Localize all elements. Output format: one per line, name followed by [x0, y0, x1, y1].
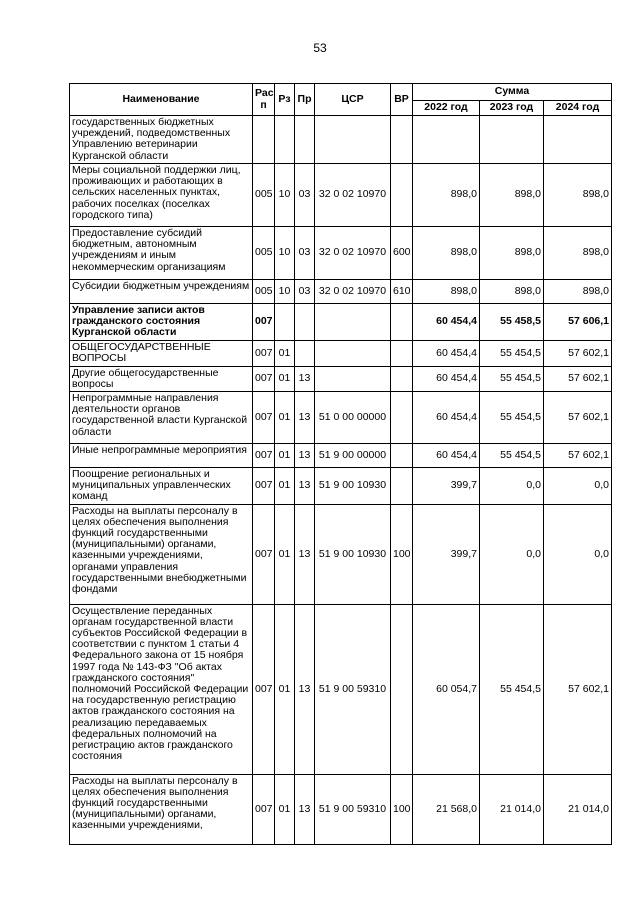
row-name: Поощрение региональных и муниципальных управленческих команд [70, 468, 253, 505]
table-row [70, 227, 612, 280]
row-vr [391, 468, 413, 505]
page-number: 53 [313, 41, 327, 55]
row-rz: 01 [275, 444, 295, 468]
row-name: Осуществление переданных органам государственной власти субъектов Российской Федерации в соответствии с пунктом 1 статьи 4 Федерального закона от 15 ноября 1997 года № 143-ФЗ "Об актах гражданского состояния" полномочий Российской Федерации на государственную регистрацию актов гражданского состояния на реализацию передаваемых федеральных полномочий на регистрацию актов гражданского состояния [70, 604, 253, 774]
table-row [70, 340, 612, 366]
table-body [70, 116, 612, 845]
row-amount-2023: 898,0 [480, 227, 544, 280]
row-name: Другие общегосударственные вопросы [70, 366, 253, 391]
row-csr [315, 340, 391, 366]
header-sum: Сумма [413, 84, 612, 101]
row-amount-2024 [544, 116, 612, 164]
row-amount-2022: 399,7 [413, 504, 480, 604]
row-rasp: 007 [253, 774, 275, 844]
row-rasp: 007 [253, 366, 275, 391]
row-rasp [253, 116, 275, 164]
row-pr [295, 116, 315, 164]
row-vr [391, 366, 413, 391]
row-amount-2022: 399,7 [413, 468, 480, 505]
row-amount-2022: 60 454,4 [413, 366, 480, 391]
row-rz: 01 [275, 504, 295, 604]
row-pr: 03 [295, 227, 315, 280]
row-vr [391, 304, 413, 341]
row-pr: 13 [295, 468, 315, 505]
row-rz: 01 [275, 604, 295, 774]
row-amount-2022: 898,0 [413, 280, 480, 304]
row-pr: 13 [295, 444, 315, 468]
row-pr: 13 [295, 774, 315, 844]
row-rasp: 007 [253, 604, 275, 774]
header-year-2022: 2022 год [413, 101, 480, 116]
row-csr: 51 9 00 59310 [315, 774, 391, 844]
row-amount-2024: 57 602,1 [544, 604, 612, 774]
row-amount-2022 [413, 116, 480, 164]
row-pr [295, 304, 315, 341]
table-row [70, 774, 612, 844]
table-row [70, 392, 612, 444]
row-rz: 01 [275, 366, 295, 391]
row-csr: 51 0 00 00000 [315, 392, 391, 444]
row-rz: 01 [275, 392, 295, 444]
row-amount-2023: 55 454,5 [480, 366, 544, 391]
row-amount-2024: 21 014,0 [544, 774, 612, 844]
row-amount-2024: 57 602,1 [544, 366, 612, 391]
table-row [70, 366, 612, 391]
row-rz: 10 [275, 280, 295, 304]
row-csr [315, 116, 391, 164]
row-rasp: 007 [253, 304, 275, 341]
row-amount-2022: 60 454,4 [413, 444, 480, 468]
row-rasp: 007 [253, 444, 275, 468]
table-row [70, 164, 612, 227]
row-pr: 13 [295, 392, 315, 444]
row-amount-2023: 55 454,5 [480, 604, 544, 774]
row-amount-2024: 898,0 [544, 280, 612, 304]
row-amount-2023: 0,0 [480, 468, 544, 505]
row-vr [391, 604, 413, 774]
row-rz: 01 [275, 468, 295, 505]
header-rasp: Рас п [253, 84, 275, 116]
row-amount-2024: 0,0 [544, 504, 612, 604]
row-csr: 51 9 00 10930 [315, 468, 391, 505]
row-name: государственных бюджетных учреждений, подведомственных Управлению ветеринарии Курганской области [70, 116, 253, 164]
row-amount-2023: 21 014,0 [480, 774, 544, 844]
row-name: Субсидии бюджетным учреждениям [70, 280, 253, 304]
row-amount-2024: 57 606,1 [544, 304, 612, 341]
row-amount-2024: 898,0 [544, 164, 612, 227]
row-amount-2023: 55 454,5 [480, 340, 544, 366]
row-amount-2024: 57 602,1 [544, 444, 612, 468]
table-row [70, 444, 612, 468]
row-amount-2024: 57 602,1 [544, 392, 612, 444]
row-vr [391, 392, 413, 444]
table-row [70, 504, 612, 604]
row-name: Меры социальной поддержки лиц, проживающих и работающих в сельских населенных пунктах, рабочих поселках (поселках городского типа) [70, 164, 253, 227]
row-amount-2023: 55 458,5 [480, 304, 544, 341]
row-vr [391, 340, 413, 366]
row-rz: 10 [275, 227, 295, 280]
row-rz [275, 116, 295, 164]
row-amount-2023: 898,0 [480, 280, 544, 304]
row-amount-2023 [480, 116, 544, 164]
row-amount-2023: 55 454,5 [480, 444, 544, 468]
row-amount-2024: 898,0 [544, 227, 612, 280]
row-name: ОБЩЕГОСУДАРСТВЕННЫЕ ВОПРОСЫ [70, 340, 253, 366]
row-rasp: 005 [253, 280, 275, 304]
table-row [70, 116, 612, 164]
row-amount-2022: 898,0 [413, 227, 480, 280]
row-rz: 01 [275, 340, 295, 366]
row-amount-2022: 60 054,7 [413, 604, 480, 774]
header-vr: ВР [391, 84, 413, 116]
row-amount-2022: 898,0 [413, 164, 480, 227]
row-amount-2023: 898,0 [480, 164, 544, 227]
row-pr: 03 [295, 280, 315, 304]
row-csr [315, 304, 391, 341]
header-year-2023: 2023 год [480, 101, 544, 116]
row-name: Управление записи актов гражданского состояния Курганской области [70, 304, 253, 341]
row-csr: 51 9 00 10930 [315, 504, 391, 604]
row-rasp: 007 [253, 340, 275, 366]
table-row [70, 304, 612, 341]
row-vr [391, 164, 413, 227]
row-rasp: 007 [253, 468, 275, 505]
row-pr: 13 [295, 366, 315, 391]
row-amount-2022: 21 568,0 [413, 774, 480, 844]
row-amount-2023: 55 454,5 [480, 392, 544, 444]
row-csr: 51 9 00 59310 [315, 604, 391, 774]
header-rz: Рз [275, 84, 295, 116]
row-amount-2024: 0,0 [544, 468, 612, 505]
row-name: Иные непрограммные мероприятия [70, 444, 253, 468]
header-csr: ЦСР [315, 84, 391, 116]
row-vr [391, 116, 413, 164]
row-vr: 600 [391, 227, 413, 280]
row-amount-2022: 60 454,4 [413, 340, 480, 366]
row-csr: 32 0 02 10970 [315, 164, 391, 227]
row-csr [315, 366, 391, 391]
row-pr [295, 340, 315, 366]
row-amount-2023: 0,0 [480, 504, 544, 604]
row-vr: 100 [391, 774, 413, 844]
row-pr: 13 [295, 504, 315, 604]
row-name: Предоставление субсидий бюджетным, автономным учреждениям и иным некоммерческим организациям [70, 227, 253, 280]
table-row [70, 280, 612, 304]
header-pr: Пр [295, 84, 315, 116]
row-csr: 32 0 02 10970 [315, 280, 391, 304]
row-vr [391, 444, 413, 468]
row-rz: 10 [275, 164, 295, 227]
row-rasp: 007 [253, 392, 275, 444]
row-name: Расходы на выплаты персоналу в целях обеспечения выполнения функций государственными (муниципальными) органами, казенными учреждениями, органами управления государственными внебюджетными фондами [70, 504, 253, 604]
row-amount-2024: 57 602,1 [544, 340, 612, 366]
table-row [70, 604, 612, 774]
row-name: Расходы на выплаты персоналу в целях обеспечения выполнения функций государственными (муниципальными) органами, казенными учреждениями, [70, 774, 253, 844]
row-pr: 03 [295, 164, 315, 227]
header-year-2024: 2024 год [544, 101, 612, 116]
row-amount-2022: 60 454,4 [413, 304, 480, 341]
row-rasp: 005 [253, 227, 275, 280]
row-rz [275, 304, 295, 341]
header-name: Наименование [70, 84, 253, 116]
row-amount-2022: 60 454,4 [413, 392, 480, 444]
row-vr: 610 [391, 280, 413, 304]
row-csr: 32 0 02 10970 [315, 227, 391, 280]
row-csr: 51 9 00 00000 [315, 444, 391, 468]
table-row [70, 468, 612, 505]
table-header [70, 84, 612, 116]
row-vr: 100 [391, 504, 413, 604]
row-rz: 01 [275, 774, 295, 844]
row-pr: 13 [295, 604, 315, 774]
row-name: Непрограммные направления деятельности органов государственной власти Курганской области [70, 392, 253, 444]
row-rasp: 005 [253, 164, 275, 227]
budget-table [69, 83, 612, 845]
row-rasp: 007 [253, 504, 275, 604]
